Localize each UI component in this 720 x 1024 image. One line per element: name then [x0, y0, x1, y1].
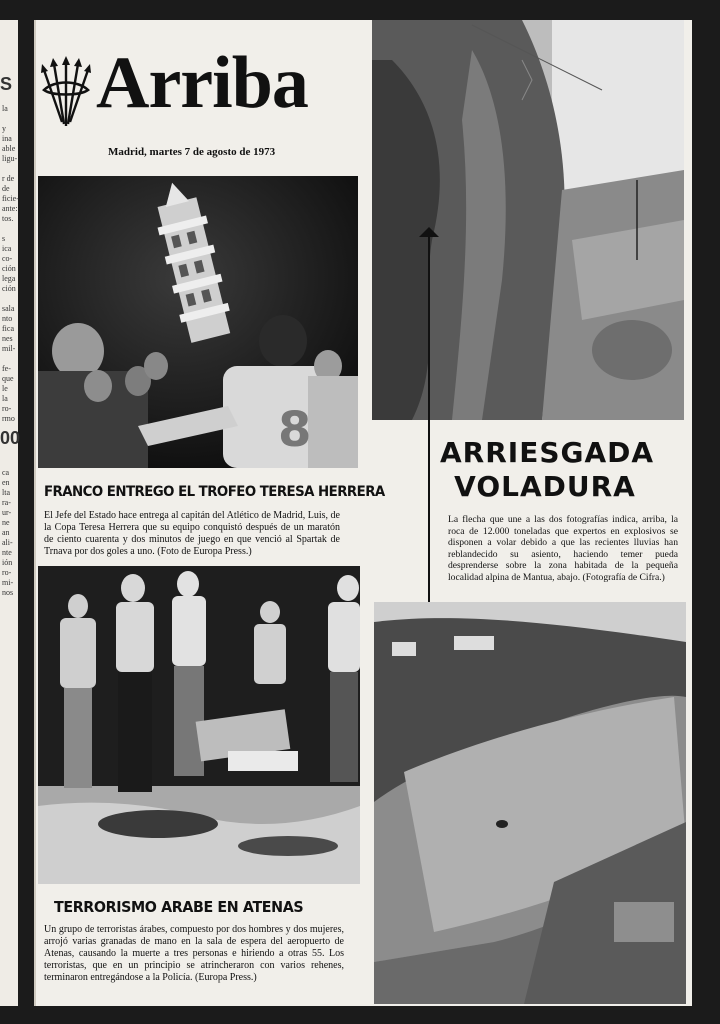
- adjacent-page-fragment: nes: [2, 334, 13, 343]
- adjacent-page-fragment: de: [2, 184, 10, 193]
- adjacent-page-fragment: able: [2, 144, 16, 153]
- adjacent-page-fragment: ica: [2, 244, 12, 253]
- adjacent-page-fragment: ina: [2, 134, 12, 143]
- adjacent-page-fragment: fica: [2, 324, 14, 333]
- adjacent-page-fragment: nte: [2, 548, 12, 557]
- mantua-river-photo: [374, 602, 686, 1004]
- adjacent-page-fragment: la: [2, 394, 8, 403]
- adjacent-page-fragment: en: [2, 478, 10, 487]
- adjacent-page-fragment: mi-: [2, 578, 14, 587]
- adjacent-page-fragment: ali-: [2, 538, 13, 547]
- adjacent-page-fragment: ur-: [2, 508, 12, 517]
- athens-airport-photo: [38, 566, 360, 884]
- trophy-ceremony-photo: [38, 176, 358, 468]
- adjacent-page-fragment: nto: [2, 314, 13, 323]
- adjacent-page-fragment: que: [2, 374, 14, 383]
- blast-caption: La flecha que une a las dos fotografías indica, arriba, la roca de 12.000 toneladas que expertos en explosivos se disponen a volar debido a que las recientes lluvias han reblandecido su asiento, haciendo temer pueda desprenderse sobre la zona habitada de la pequeña localidad alpina de Mantua, abajo. (Fotografía de Cifra.): [448, 514, 678, 583]
- adjacent-page-fragment: an: [2, 528, 10, 537]
- arrow-head-top-icon: [419, 226, 439, 238]
- adjacent-page-fragment: ción: [2, 264, 16, 273]
- adjacent-page-fragment: ción: [2, 284, 16, 293]
- blast-headline: [440, 436, 655, 504]
- trophy-headline: FRANCO ENTREGO EL TROFEO TERESA HERRERA: [44, 484, 385, 500]
- adjacent-page-fragment: lta: [2, 488, 10, 497]
- adjacent-page-fragment: nos: [2, 588, 14, 597]
- adjacent-page-fragment: ficie-: [2, 194, 19, 203]
- adjacent-page-fragment: r de: [2, 174, 15, 183]
- blast-headline-line2: VOLADURA: [454, 470, 636, 503]
- adjacent-page-fragment: ro-: [2, 568, 12, 577]
- adjacent-page-fragment: lega: [2, 274, 16, 283]
- falange-emblem-icon: [40, 56, 92, 132]
- adjacent-page-fragment: S: [0, 74, 13, 94]
- adjacent-page-fragment: ligu-: [2, 154, 18, 163]
- athens-headline: TERRORISMO ARABE EN ATENAS: [54, 898, 304, 916]
- adjacent-page-fragment: fe-: [2, 364, 11, 373]
- adjacent-page-strip: [0, 20, 21, 1006]
- adjacent-page-fragment: 00: [0, 428, 21, 448]
- jersey-number: 8: [278, 402, 312, 458]
- athens-caption: Un grupo de terroristas árabes, compuesto por dos hombres y dos mujeres, arrojó varias granadas de mano en la sala de espera del aeropuerto de Atenas, causando la muerte a tres personas e hiriendo a otras 55. Los terroristas, que en un principio se atrincheraron con varios rehenes, terminaron entregándose a la Policía. (Europa Press.): [44, 924, 344, 983]
- adjacent-page-fragment: sala: [2, 304, 15, 313]
- adjacent-page-fragment: s: [2, 234, 6, 243]
- adjacent-page-fragment: le: [2, 384, 8, 393]
- trophy-caption: El Jefe del Estado hace entrega al capitán del Atlético de Madrid, Luis, de la Copa Teresa Herrera que su equipo conquistó después de un maratón de ciento cuarenta y dos minutos de juego en que venció al Spartak de Trnava por dos goles a uno. (Foto de Europa Press.): [44, 510, 340, 557]
- adjacent-page-fragment: co-: [2, 254, 13, 263]
- adjacent-page-fragment: ro-: [2, 404, 12, 413]
- adjacent-page-fragment: mil-: [2, 344, 16, 353]
- adjacent-page-fragment: ra-: [2, 498, 11, 507]
- masthead-title: Arriba: [96, 42, 308, 124]
- adjacent-page-fragment: ante:: [2, 204, 18, 213]
- dateline: Madrid, martes 7 de agosto de 1973: [108, 146, 276, 158]
- adjacent-page-fragment: tos.: [2, 214, 14, 223]
- adjacent-page-fragment: rmo: [2, 414, 15, 423]
- adjacent-page-fragment: ión: [2, 558, 13, 567]
- adjacent-page-fragment: ca: [2, 468, 10, 477]
- rock-cliff-photo: [372, 20, 684, 420]
- adjacent-page-fragment: ne: [2, 518, 10, 527]
- adjacent-page-fragment: y: [2, 124, 6, 133]
- adjacent-page-fragment: la: [2, 104, 8, 113]
- blast-headline-line1: ARRIESGADA: [440, 436, 655, 469]
